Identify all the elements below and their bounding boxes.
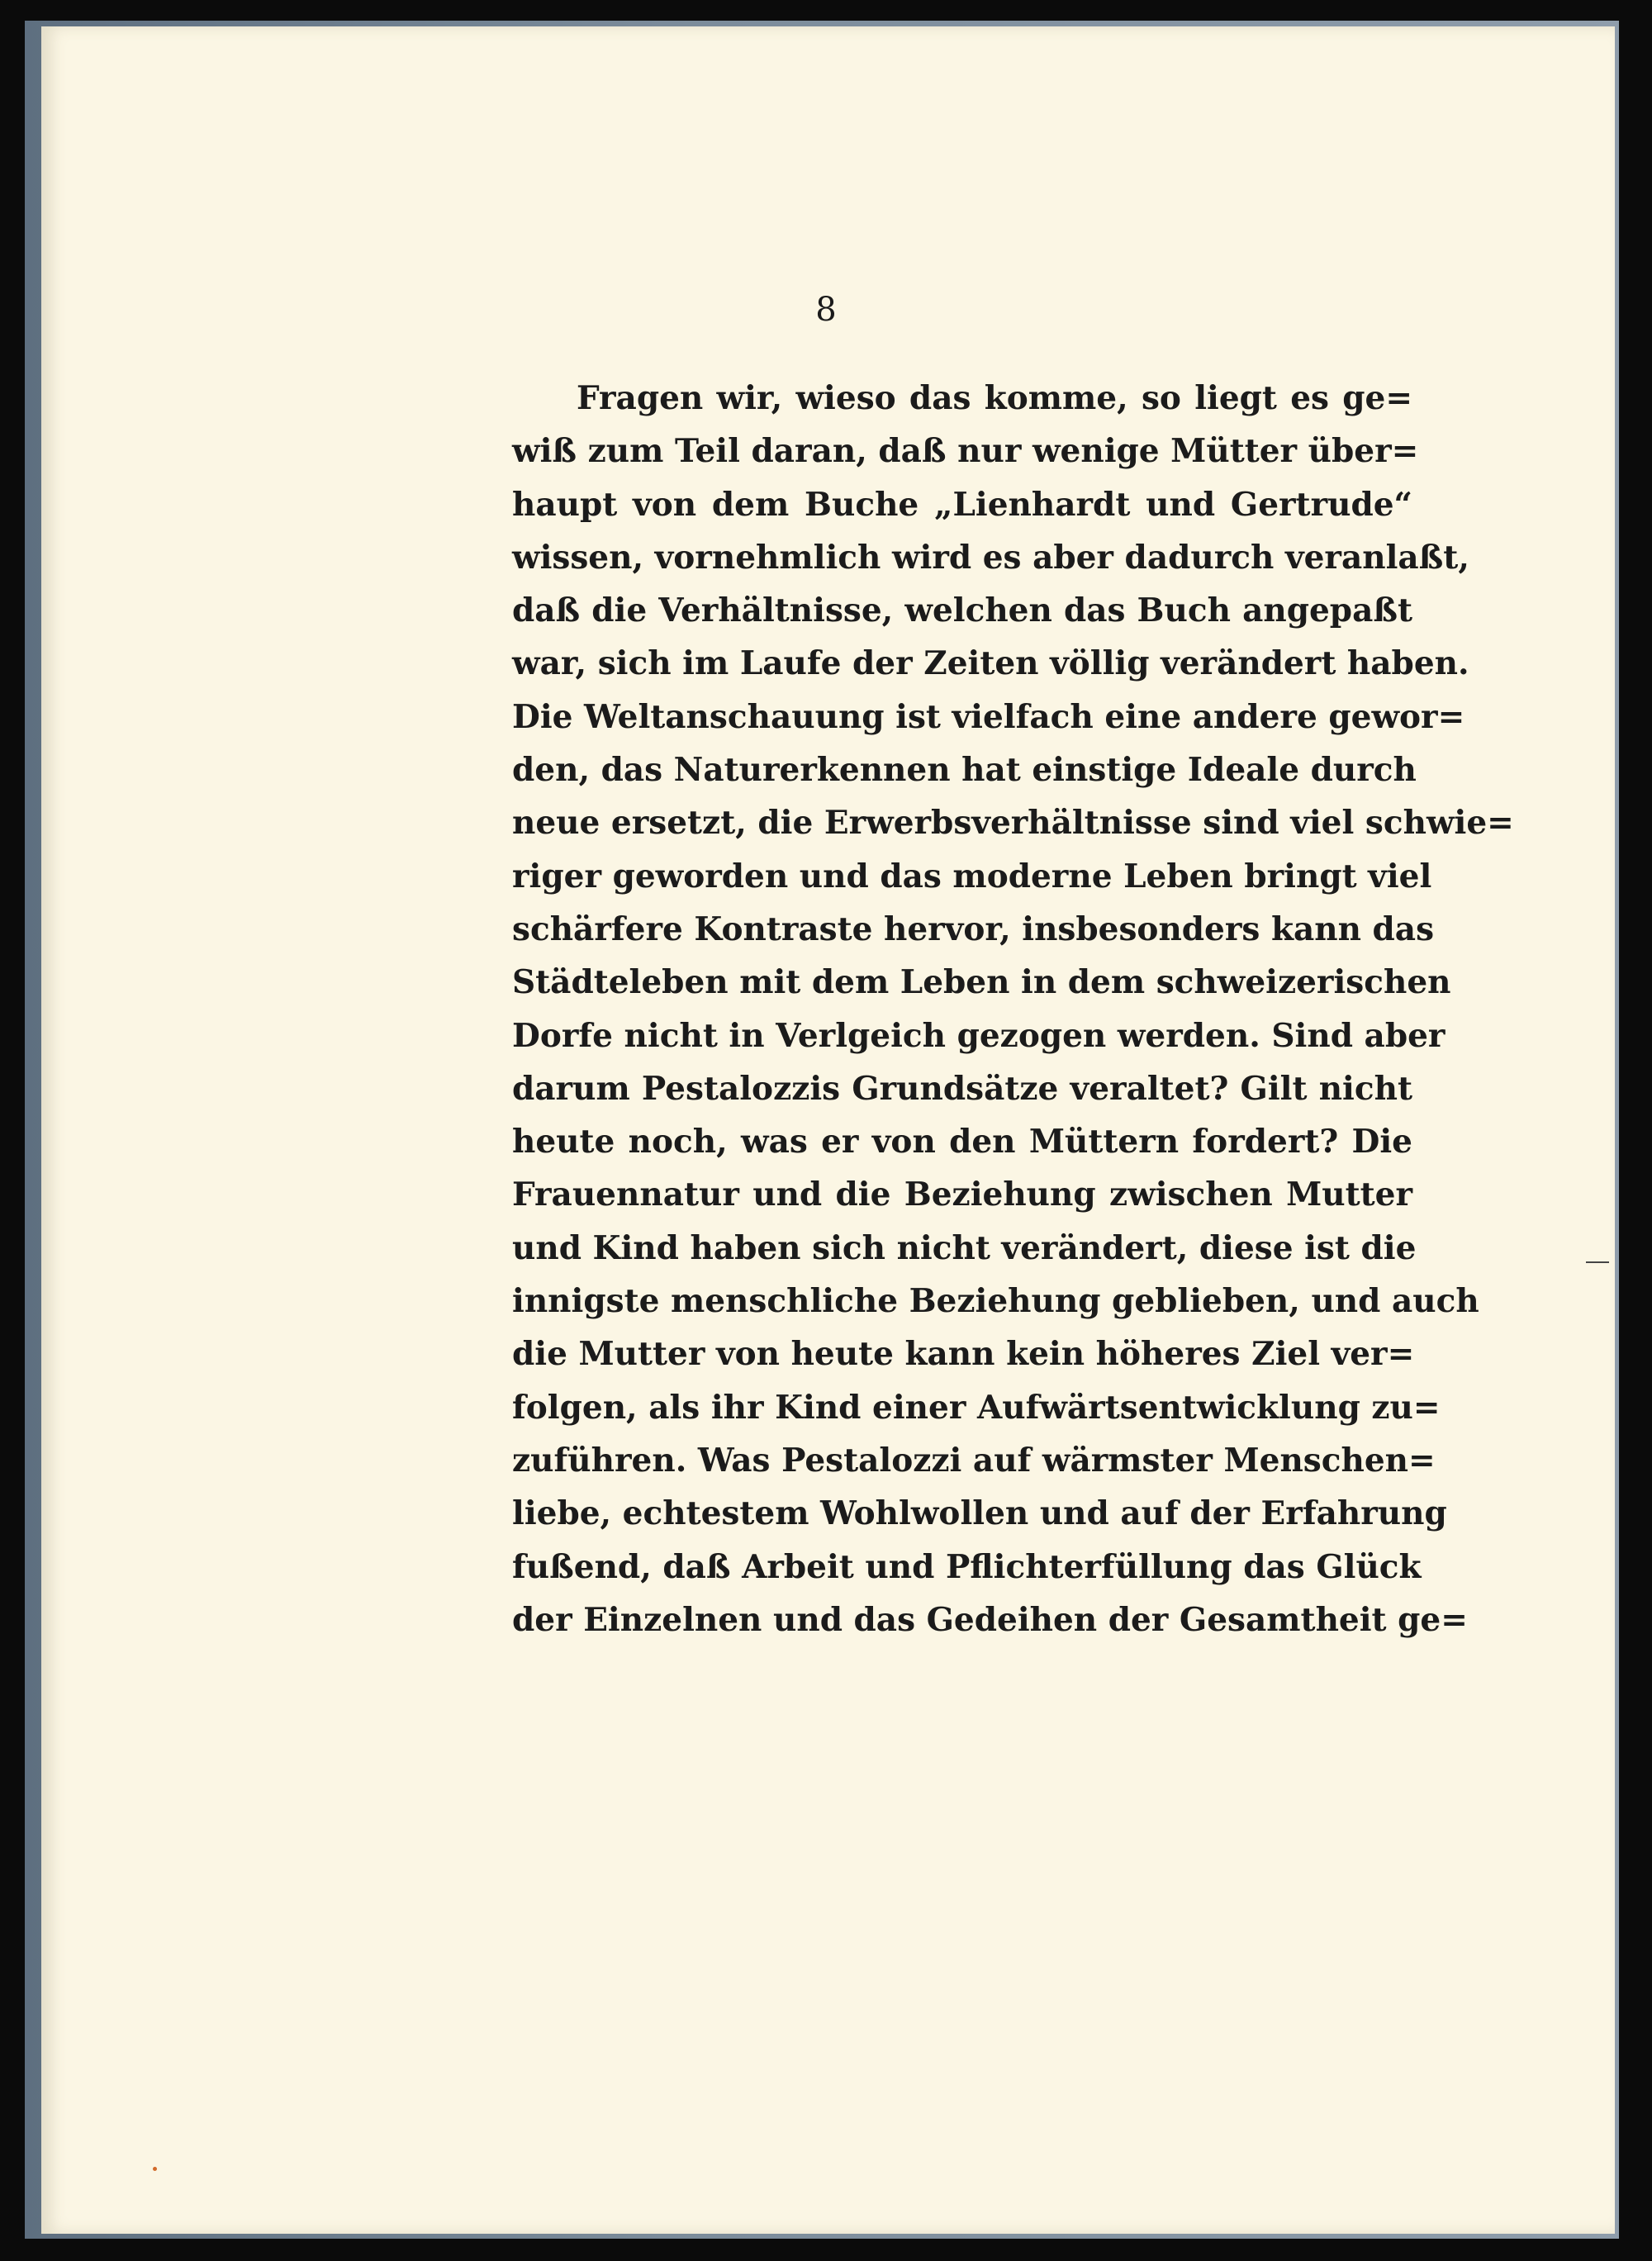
text-line: den, das Naturerkennen hat einstige Ideale durch bbox=[512, 751, 1417, 790]
text-line: Frauennatur und die Beziehung zwischen Mutter bbox=[512, 1176, 1412, 1214]
text-line: wiß zum Teil daran, daß nur wenige Mütter über= bbox=[512, 432, 1419, 471]
text-line: und Kind haben sich nicht verändert, diese ist die bbox=[512, 1228, 1417, 1267]
text-line: neue ersetzt, die Erwerbsverhältnisse sind viel schwie= bbox=[512, 804, 1514, 843]
text-line: fußend, daß Arbeit und Pflichterfüllung das Glück bbox=[512, 1547, 1422, 1586]
text-line: heute noch, was er von den Müttern fordert? Die bbox=[512, 1123, 1412, 1161]
text-line: schärfere Kontraste hervor, insbesonders kann das bbox=[512, 910, 1435, 948]
text-line: die Mutter von heute kann kein höheres Ziel ver= bbox=[512, 1335, 1415, 1374]
page-number: 8 bbox=[815, 291, 837, 329]
text-line: Städteleben mit dem Leben in dem schweizerischen bbox=[512, 963, 1451, 1002]
text-line: liebe, echtestem Wohlwollen und auf der Erfahrung bbox=[512, 1494, 1447, 1533]
text-line: Dorfe nicht in Verlgeich gezogen werden. Sind aber bbox=[512, 1016, 1446, 1055]
text-line: war, sich im Laufe der Zeiten völlig verändert haben. bbox=[512, 644, 1469, 683]
text-line: haupt von dem Buche „Lienhardt und Gertrude“ bbox=[512, 485, 1412, 524]
text-line: wissen, vornehmlich wird es aber dadurch veranlaßt, bbox=[512, 538, 1469, 577]
body-paragraph bbox=[512, 372, 1514, 1646]
text-line: darum Pestalozzis Grundsätze veraltet? Gilt nicht bbox=[512, 1069, 1412, 1108]
text-line: folgen, als ihr Kind einer Aufwärtsentwicklung zu= bbox=[512, 1388, 1441, 1427]
text-line: innigste menschliche Beziehung geblieben, und auch bbox=[512, 1282, 1479, 1321]
margin-mark bbox=[1586, 1261, 1609, 1263]
paper-speck bbox=[153, 2167, 157, 2171]
text-line: zuführen. Was Pestalozzi auf wärmster Menschen= bbox=[512, 1441, 1436, 1480]
text-line: daß die Verhältnisse, welchen das Buch angepaßt bbox=[512, 591, 1412, 630]
text-line: Die Weltanschauung ist vielfach eine andere gewor= bbox=[512, 697, 1465, 736]
text-line: Fragen wir, wieso das komme, so liegt es ge= bbox=[577, 379, 1412, 417]
text-line: riger geworden und das moderne Leben bringt viel bbox=[512, 857, 1432, 895]
text-line: der Einzelnen und das Gedeihen der Gesamtheit ge= bbox=[512, 1600, 1468, 1639]
